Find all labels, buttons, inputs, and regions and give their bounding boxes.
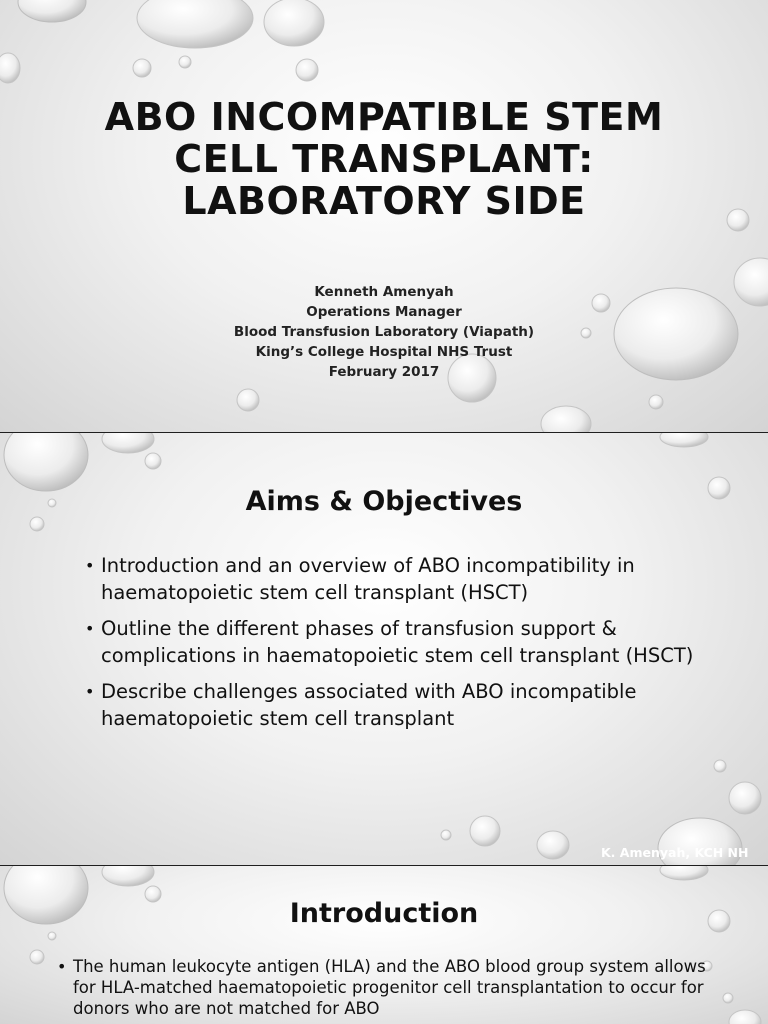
title-line: CELL TRANSPLANT:	[174, 137, 594, 181]
slide-heading: Aims & Objectives	[245, 486, 523, 517]
list-item: • Introduction and an overview of ABO incompatibility in haematopoietic stem cell transplant (HSCT)	[85, 553, 725, 606]
presenter-department: Blood Transfusion Laboratory (Viapath)	[233, 324, 535, 340]
list-item: • Outline the different phases of transfusion support & complications in haematopoietic stem cell transplant (HSCT)	[85, 616, 725, 669]
aims-slide	[0, 433, 768, 865]
introduction-list	[57, 956, 717, 1019]
title-line: ABO INCOMPATIBLE STEM	[104, 95, 664, 139]
slide-heading: Introduction	[289, 898, 479, 929]
presenter-role: Operations Manager	[306, 304, 462, 320]
presenter-organisation: King’s College Hospital NHS Trust	[255, 344, 513, 360]
presentation-date: February 2017	[328, 364, 440, 380]
presenter-info	[0, 282, 768, 382]
presentation-title	[0, 96, 768, 222]
presenter-name: Kenneth Amenyah	[314, 284, 454, 300]
introduction-slide	[0, 866, 768, 1024]
list-item: • Describe challenges associated with ABO incompatible haematopoietic stem cell transplant	[85, 679, 725, 732]
slide-footer: K. Amenyah, KCH NH	[601, 845, 749, 860]
title-slide	[0, 0, 768, 432]
objectives-list	[85, 553, 725, 742]
title-line: LABORATORY SIDE	[182, 179, 586, 223]
list-item: • The human leukocyte antigen (HLA) and the ABO blood group system allows for HLA-matched haematopoietic progenitor cell transplantation to occur for donors who are not matched for ABO	[57, 956, 717, 1019]
